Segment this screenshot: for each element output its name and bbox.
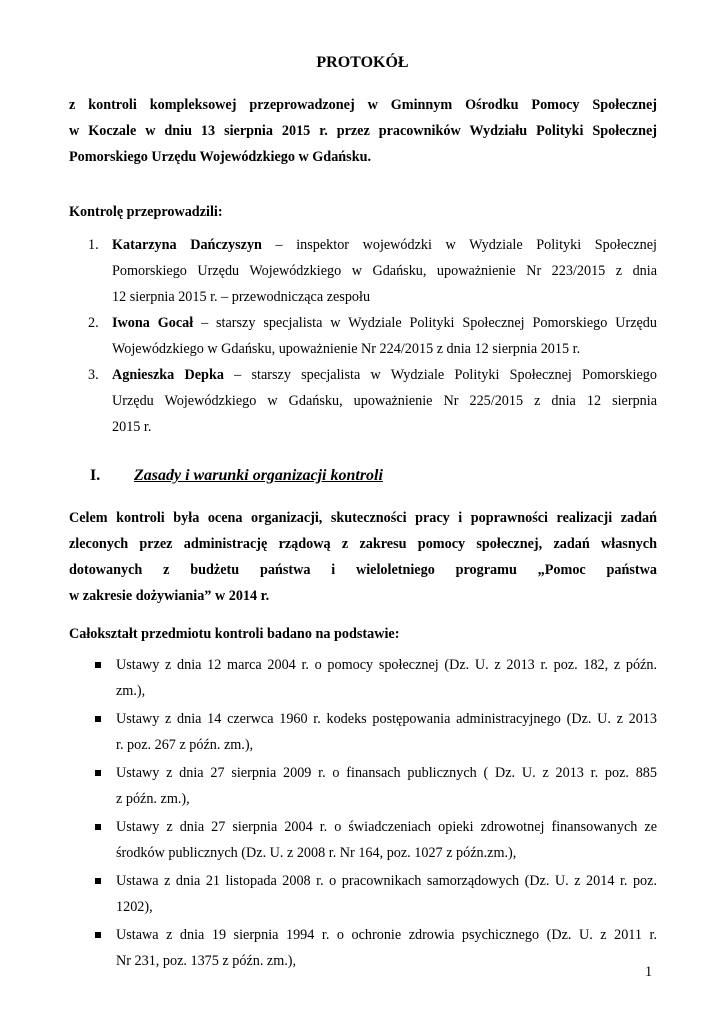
inspector-line: 2015 r.	[112, 419, 152, 435]
list-number: 2.	[88, 315, 99, 331]
list-item	[88, 232, 657, 310]
list-number: 3.	[88, 367, 99, 383]
inspectors-list	[88, 232, 657, 440]
document-title: PROTOKÓŁ	[316, 54, 409, 71]
inspector-line: Pomorskiego Urzędu Wojewódzkiego w Gdańsku, upoważnienie Nr 223/2015 z dnia	[112, 263, 657, 279]
basis-heading: Całokształt przedmiotu kontroli badano na podstawie:	[69, 626, 400, 642]
intro-line: w Koczale w dniu 13 sierpnia 2015 r. przez pracowników Wydziału Polityki Społecznej	[69, 123, 657, 139]
inspector-name: Iwona Gocał	[112, 315, 194, 331]
basis-list	[95, 652, 657, 976]
basis-line: środków publicznych (Dz. U. z 2008 r. Nr 164, poz. 1027 z późn.zm.),	[116, 845, 517, 861]
goal-line: w zakresie dożywiania” w 2014 r.	[69, 588, 270, 604]
inspector-line: Wojewódzkiego w Gdańsku, upoważnienie Nr 224/2015 z dnia 12 sierpnia 2015 r.	[112, 341, 581, 357]
bullet-square-icon	[95, 662, 101, 668]
bullet-square-icon	[95, 770, 101, 776]
basis-line: r. poz. 267 z późn. zm.),	[116, 737, 254, 753]
inspectors-heading: Kontrolę przeprowadzili:	[69, 204, 223, 220]
list-item	[95, 814, 657, 866]
goal-line: dotowanych z budżetu państwa i wieloletniego programu „Pomoc państwa	[69, 562, 657, 578]
list-item	[95, 868, 657, 920]
basis-line: 1202),	[116, 899, 153, 915]
intro-paragraph	[69, 92, 657, 170]
inspector-role: – starszy specjalista w Wydziale Polityki Społecznej Pomorskiego	[223, 367, 657, 383]
list-number: 1.	[88, 237, 99, 253]
bullet-square-icon	[95, 716, 101, 722]
inspector-role: – starszy specjalista w Wydziale Polityki Społecznej Pomorskiego Urzędu	[193, 315, 657, 331]
goal-line: Celem kontroli była ocena organizacji, skuteczności pracy i poprawności realizacji zadań	[69, 510, 657, 526]
goal-line: zleconych przez administrację rządową z zakresu pomocy społecznej, zadań własnych	[69, 536, 657, 552]
basis-line: Ustawy z dnia 12 marca 2004 r. o pomocy społecznej (Dz. U. z 2013 r. poz. 182, z późn.	[116, 657, 657, 673]
inspector-line: Urzędu Wojewódzkiego w Gdańsku, upoważnienie Nr 225/2015 z dnia 12 sierpnia	[112, 393, 657, 409]
basis-line: Nr 231, poz. 1375 z późn. zm.),	[116, 953, 297, 969]
section-heading	[90, 467, 383, 485]
basis-line: Ustawy z dnia 27 sierpnia 2004 r. o świadczeniach opieki zdrowotnej finansowanych ze	[116, 819, 657, 835]
list-item	[95, 652, 657, 704]
list-item	[95, 922, 657, 974]
intro-line: z kontroli kompleksowej przeprowadzonej w Gminnym Ośrodku Pomocy Społecznej	[69, 97, 657, 113]
list-item	[88, 362, 657, 440]
section-title: Zasady i warunki organizacji kontroli	[134, 467, 383, 484]
section-number: I.	[90, 467, 101, 484]
basis-line: Ustawy z dnia 14 czerwca 1960 r. kodeks postępowania administracyjnego (Dz. U. z 2013	[116, 711, 657, 727]
basis-line: Ustawa z dnia 19 sierpnia 1994 r. o ochronie zdrowia psychicznego (Dz. U. z 2011 r.	[116, 927, 657, 943]
inspector-name: Katarzyna Dańczyszyn	[112, 237, 262, 253]
inspector-line: 12 sierpnia 2015 r. – przewodnicząca zespołu	[112, 289, 371, 305]
list-item	[95, 706, 657, 758]
inspector-name: Agnieszka Depka	[112, 367, 224, 383]
basis-line: z późn. zm.),	[116, 791, 190, 807]
basis-line: Ustawa z dnia 21 listopada 2008 r. o pracownikach samorządowych (Dz. U. z 2014 r. poz.	[116, 873, 657, 889]
page-number: 1	[645, 964, 653, 980]
intro-line: Pomorskiego Urzędu Wojewódzkiego w Gdańsku.	[69, 149, 372, 165]
goal-paragraph	[69, 505, 657, 609]
inspector-role: – inspektor wojewódzki w Wydziale Polityki Społecznej	[261, 237, 657, 253]
bullet-square-icon	[95, 824, 101, 830]
bullet-square-icon	[95, 878, 101, 884]
list-item	[88, 310, 657, 362]
basis-line: Ustawy z dnia 27 sierpnia 2009 r. o finansach publicznych ( Dz. U. z 2013 r. poz. 885	[116, 765, 657, 781]
bullet-square-icon	[95, 932, 101, 938]
basis-line: zm.),	[116, 683, 146, 699]
list-item	[95, 760, 657, 812]
